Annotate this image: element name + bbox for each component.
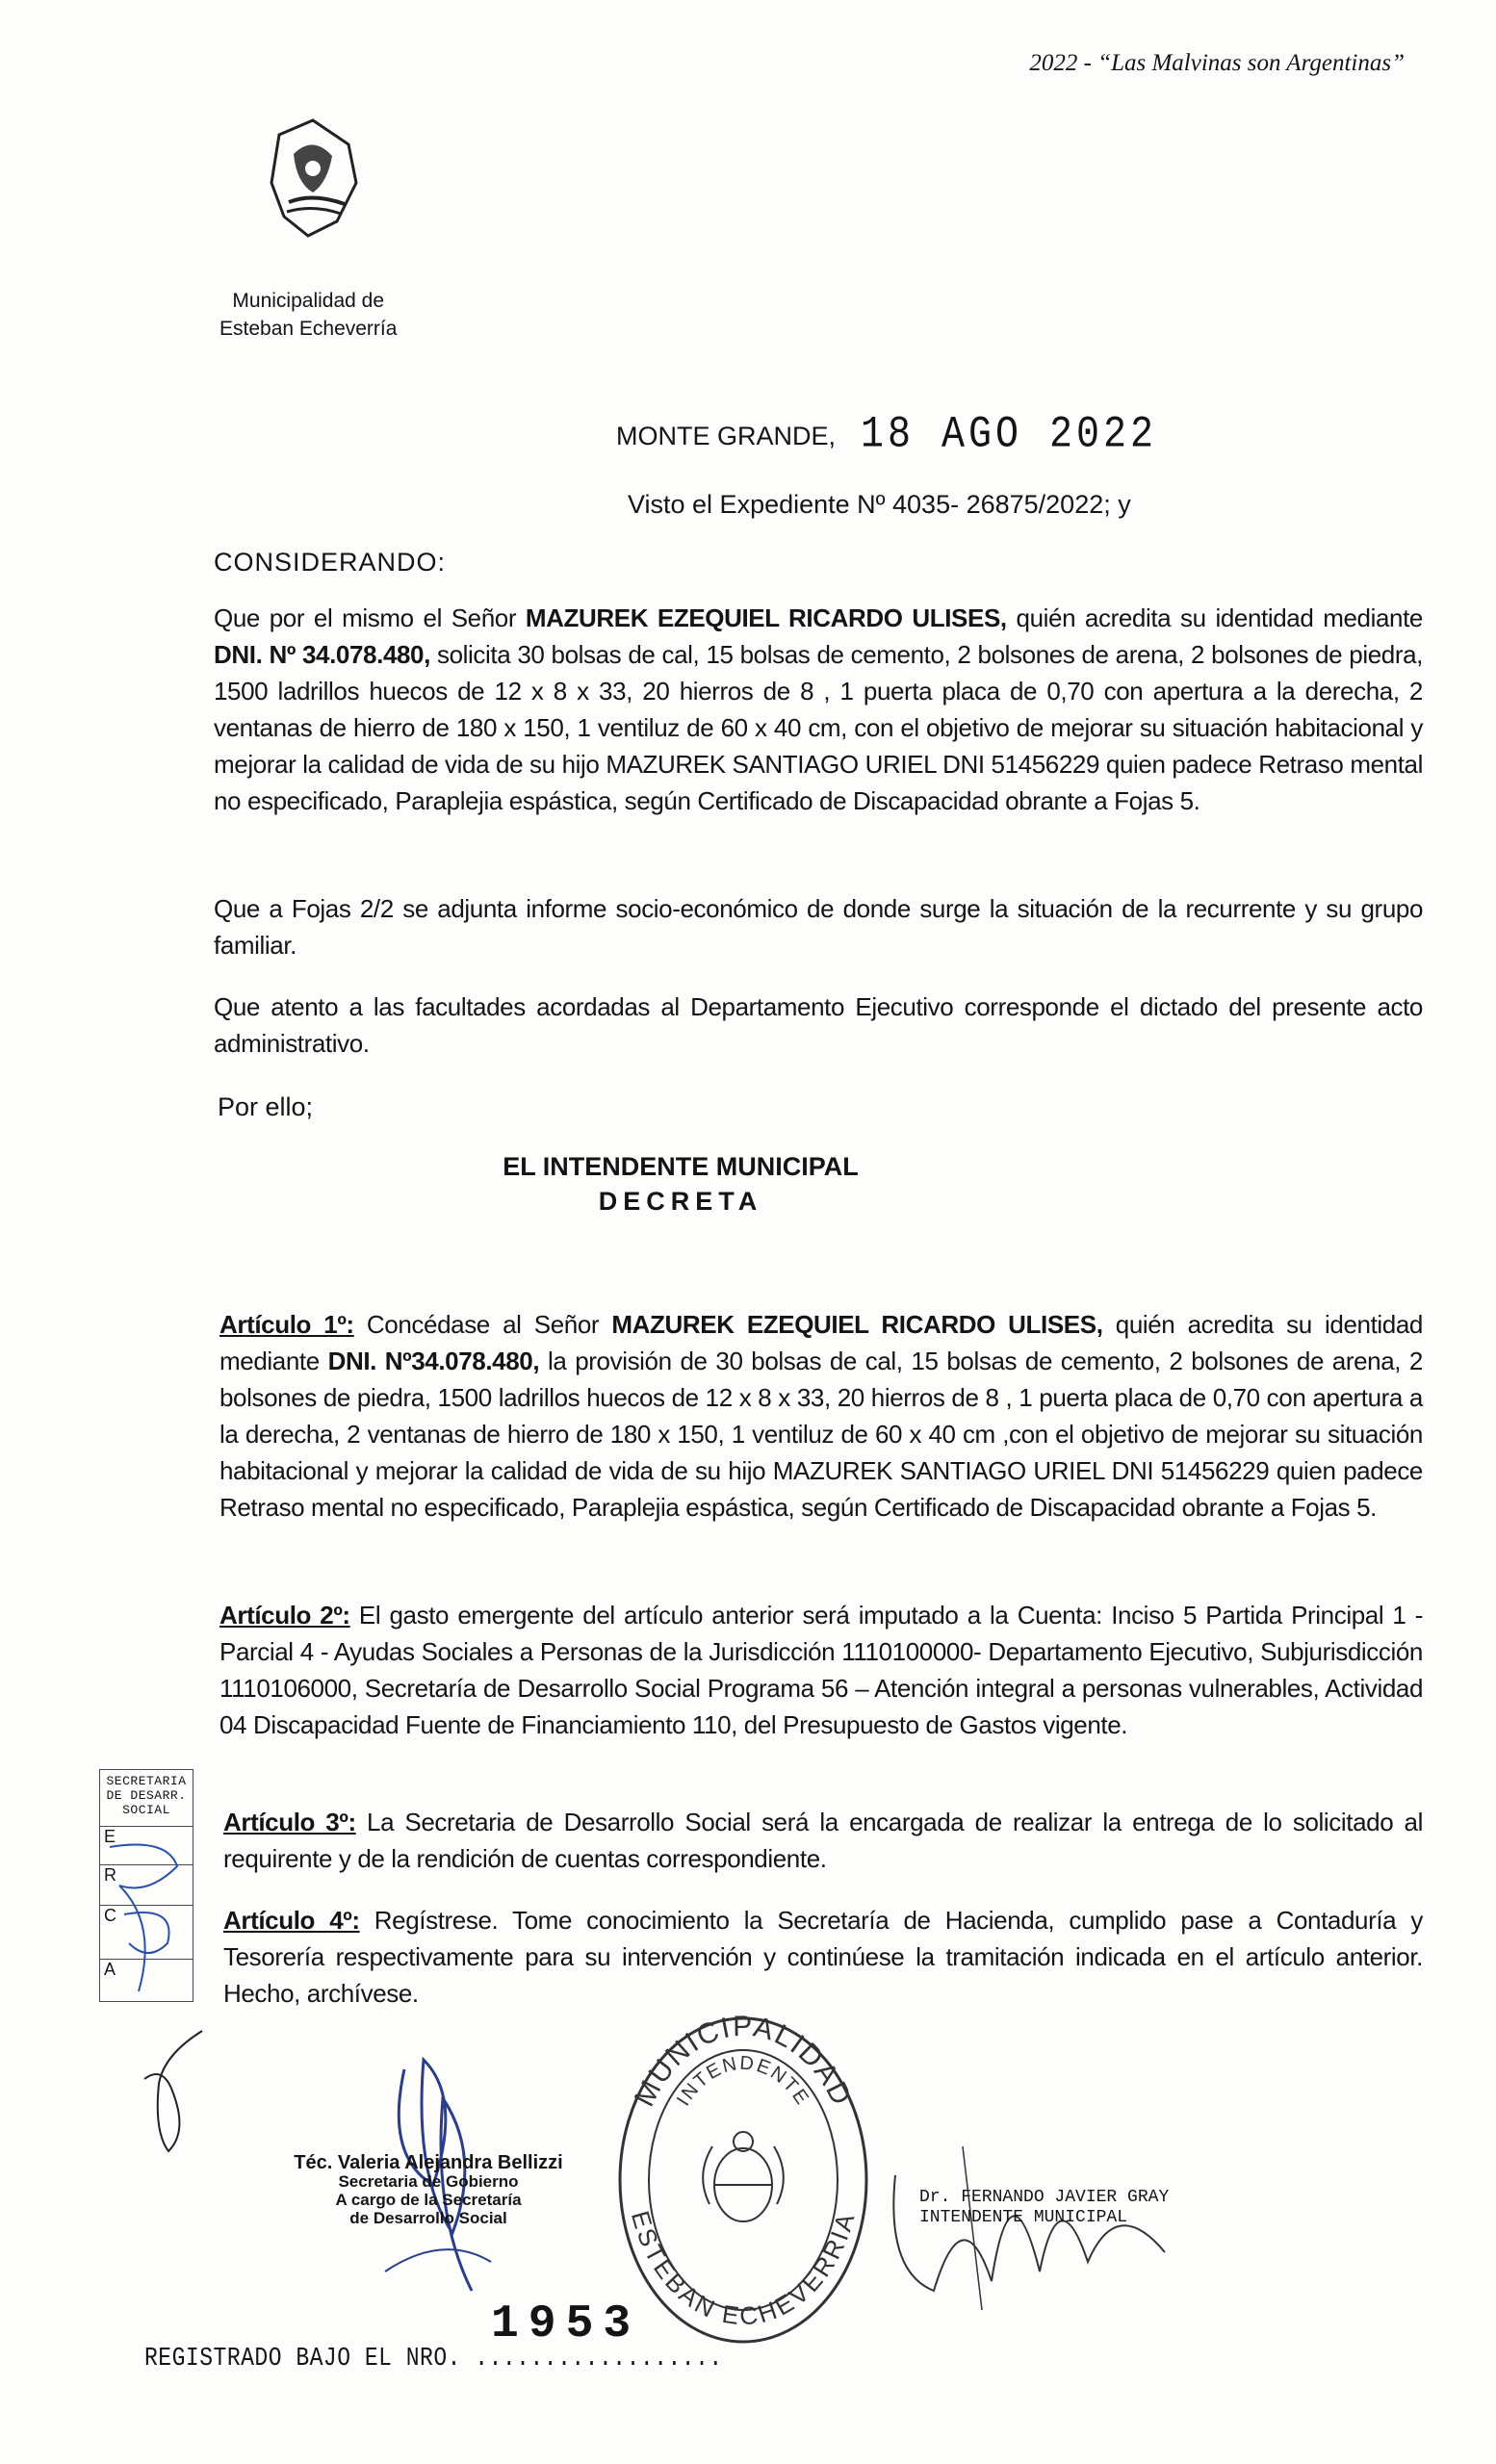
box-stamp-line3: SOCIAL <box>122 1803 170 1817</box>
date-stamp: 18 AGO 2022 <box>861 410 1158 461</box>
article-1-dni: DNI. Nº34.078.480, <box>327 1347 540 1375</box>
box-stamp-row-a: A <box>100 1959 193 1998</box>
place: MONTE GRANDE, <box>616 422 837 450</box>
municipal-seal-stamp <box>608 2012 878 2348</box>
article-1-text-c: la provisión de 30 bolsas de cal, 15 bolsas de cemento, 2 bolsones de arena, 2 bolsones de piedra, 1500 ladrillos huecos de 12 x 8 x 33, 20 hierros de 8 , 1 puerta placa de 0,70 con apertura a la derecha, 2 ventanas de hierro de 180 x 150, 1 ventiluz de 60 x 40 cm ,con el objetivo de mejorar su situación habitacional y mejorar la calidad de vida de su hijo MAZUREK SANTIAGO URIEL DNI 51456229 quien padece Retraso mental no especificado, Paraplejia espástica, según Certificado de Discapacidad obrante a Fojas 5. <box>219 1347 1423 1522</box>
signature-right-name: Dr. FERNANDO JAVIER GRAY <box>919 2188 1170 2207</box>
article-1-text-b: quién acredita su identidad mediante <box>219 1310 1423 1375</box>
considerando-heading: CONSIDERANDO: <box>214 548 447 577</box>
article-4 <box>223 1902 1423 2012</box>
box-stamp-row-e: E <box>100 1826 193 1865</box>
institution-name <box>219 287 397 343</box>
p1-dni: DNI. Nº 34.078.480, <box>214 640 430 669</box>
p1-text-b: quién acredita su identidad mediante <box>1006 603 1423 632</box>
svg-text:ESTEBAN ECHEVERRIA <box>626 2208 861 2331</box>
signature-right-scribble-icon <box>876 2118 1223 2348</box>
seal-coat-of-arms-icon <box>703 2132 784 2221</box>
p1-name: MAZUREK EZEQUIEL RICARDO ULISES, <box>525 603 1007 632</box>
signature-left-line2: Secretaria de Gobierno <box>338 2172 519 2191</box>
article-3-label: Artículo 3º: <box>223 1808 356 1836</box>
article-1-text-a: Concédase al Señor <box>353 1310 612 1339</box>
article-4-text: Regístrese. Tome conocimiento la Secretaría de Hacienda, cumplido pase a Contaduría y Tesorería respectivamente para su intervención y continúese la tramitación indicada en el artículo anterior. Hecho, archívese. <box>223 1906 1423 2008</box>
box-stamp-row-c: C <box>100 1905 193 1944</box>
handwritten-initial-icon <box>135 2026 221 2161</box>
secretaria-box-stamp <box>99 1769 193 2002</box>
considerando-paragraph-3: Que atento a las facultades acordadas al Departamento Ejecutivo corresponde el dictado del presente acto administrativo. <box>214 992 1423 1058</box>
signature-left-line4: de Desarrollo Social <box>349 2209 507 2227</box>
article-3-text: La Secretaria de Desarrollo Social será la encargada de realizar la entrega de lo solicitado al requirente y de la rendición de cuentas correspondiente. <box>223 1808 1423 1873</box>
registro-number: 1953 <box>491 2298 641 2350</box>
signature-right-title: INTENDENTE MUNICIPAL <box>919 2208 1128 2227</box>
decree-heading-intendente: EL INTENDENTE MUNICIPAL <box>503 1152 859 1181</box>
year-motto: 2022 - “Las Malvinas son Argentinas” <box>1029 50 1405 76</box>
article-4-label: Artículo 4º: <box>223 1906 360 1935</box>
considerando-paragraph-1 <box>214 600 1423 819</box>
signature-left-name: Téc. Valeria Alejandra Bellizzi <box>294 2152 563 2173</box>
box-stamp-line2: DE DESARR. <box>106 1788 187 1803</box>
article-1-label: Artículo 1º: <box>219 1310 354 1339</box>
signature-right-block <box>919 2188 1169 2228</box>
article-1-name: MAZUREK EZEQUIEL RICARDO ULISES, <box>611 1310 1103 1339</box>
article-2-text: El gasto emergente del artículo anterior será imputado a la Cuenta: Inciso 5 Partida Principal 1 - Parcial 4 - Ayudas Sociales a Personas de la Jurisdicción 1110100000- Departamento Ejecutivo, Subjurisdicción 1110106000, Secretaría de Desarrollo Social Programa 56 – Atención integral a personas vulnerables, Actividad 04 Discapacidad Fuente de Financiamiento 110, del Presupuesto de Gastos vigente. <box>219 1601 1423 1739</box>
p1-text-c: solicita 30 bolsas de cal, 15 bolsas de cemento, 2 bolsones de arena, 2 bolsones de piedra, 1500 ladrillos huecos de 12 x 8 x 33, 20 hierros de 8 , 1 puerta placa de 0,70 con apertura a la derecha, 2 ventanas de hierro de 180 x 150, 1 ventiluz de 60 x 40 cm, con el objetivo de mejorar su situación habitacional y mejorar la calidad de vida de su hijo MAZUREK SANTIAGO URIEL DNI 51456229 quien padece Retraso mental no especificado, Paraplejia espástica, según Certificado de Discapacidad obrante a Fojas 5. <box>214 640 1423 815</box>
registro-line <box>144 2344 723 2373</box>
article-1 <box>219 1306 1423 1526</box>
seal-inner-text: INTENDENTE <box>672 2052 813 2111</box>
box-stamp-initials-icon <box>100 1828 193 2001</box>
decree-heading-decreta: DECRETA <box>598 1187 763 1216</box>
article-2 <box>219 1597 1423 1743</box>
por-ello: Por ello; <box>218 1092 314 1121</box>
signature-left-block <box>289 2154 568 2227</box>
box-stamp-row-r: R <box>100 1864 193 1904</box>
article-2-label: Artículo 2º: <box>219 1601 350 1630</box>
article-3 <box>223 1804 1423 1877</box>
place-date-line <box>616 410 1158 461</box>
registro-label: REGISTRADO BAJO EL NRO. <box>144 2344 461 2373</box>
registro-dots: .................. <box>475 2344 723 2373</box>
municipal-crest-icon <box>260 116 366 241</box>
institution-line1: Municipalidad de <box>232 290 385 312</box>
considerando-paragraph-2: Que a Fojas 2/2 se adjunta informe socio-económico de donde surge la situación de la recurrente y su grupo familiar. <box>214 894 1423 960</box>
seal-top-text: MUNICIPALIDAD <box>628 2012 859 2112</box>
box-stamp-line1: SECRETARIA <box>106 1774 187 1788</box>
institution-line2: Esteban Echeverría <box>219 318 398 340</box>
seal-bottom-text: ESTEBAN ECHEVERRIA <box>625 2207 862 2331</box>
visto-line: Visto el Expediente Nº 4035- 26875/2022; y <box>628 490 1131 519</box>
p1-text-a: Que por el mismo el Señor <box>214 603 526 632</box>
svg-text:INTENDENTE <box>673 2053 813 2110</box>
signature-left-line3: A cargo de la Secretaría <box>335 2191 522 2209</box>
box-stamp-header <box>100 1770 193 1817</box>
